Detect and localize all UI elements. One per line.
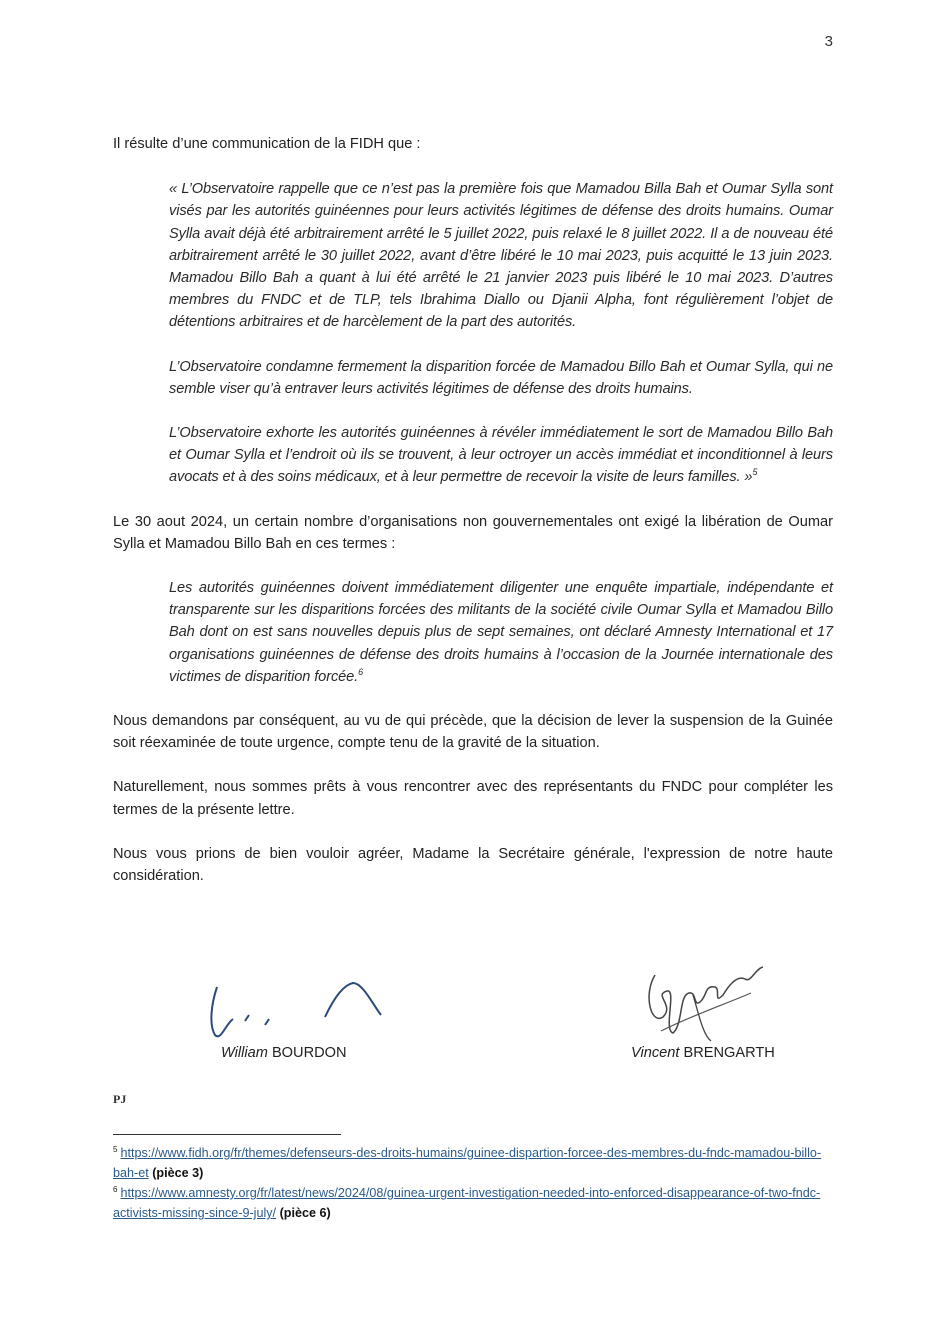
footnote-5-link[interactable]: https://www.fidh.org/fr/themes/defenseurs-des-droits-humains/guinee-dispartion-forcee-des-membres-du-fndc-mamadou-billo-bah-et xyxy=(113,1146,822,1180)
amnesty-quote xyxy=(169,577,833,688)
amnesty-quote-text: Les autorités guinéennes doivent immédiatement diligenter une enquête impartiale, indépendante et transparente sur les disparitions forcées des militants de la société civile Oumar Sylla et Mamadou Billo Bah dont on est sans nouvelles depuis plus de sept semaines, ont déclaré Amnesty International et 17 organisations guinéennes de défense des droits humains à l’occasion de la Journée internationale des victimes de disparition forcée.$^6$ xyxy=(169,580,833,685)
footnote-5: $^5$ https://www.fidh.org/fr/themes/defenseurs-des-droits-humains/guinee-dispartion-forcee-des-membres-du-fndc-mamadou-billo-bah-et (pièce 3) xyxy=(113,1144,822,1180)
fidh-quote xyxy=(169,178,833,488)
footnote-ref-6[interactable]: 6 xyxy=(358,667,364,677)
quote-paragraph-3: L’Observatoire exhorte les autorités guinéennes à révéler immédiatement le sort de Mamadou Billo Bah et Oumar Sylla et l’endroit où ils se trouvent, à leur octroyer un accès immédiat et inconditionnel à leurs avocats et à des soins médicaux, et à leur permettre de recevoir la visite de leurs familles. »$^5$ xyxy=(169,425,833,486)
signatory-brengarth: Vincent BRENGARTH xyxy=(631,1045,775,1061)
letter-body xyxy=(113,133,833,887)
quote-paragraph-1: « L’Observatoire rappelle que ce n’est pas la première fois que Mamadou Billa Bah et Oumar Sylla sont visés par les autorités guinéennes pour leurs activités légitimes de défense des droits humains. Oumar Sylla avait déjà été arbitrairement arrêté le 5 juillet 2022, puis relaxé le 8 juillet 2022. Il a de nouveau été arbitrairement arrêté le 30 juillet 2022, avant d’être libéré le 10 mai 2023, puis acquitté le 13 juin 2023. Mamadou Billo Bah a quant à lui été arrêté le 21 janvier 2023 puis libéré le 10 mai 2023. D’autres membres du FNDC et de TLP, tels Ibrahima Diallo ou Djanii Alpha, font régulièrement l’objet de détentions arbitraires et de harcèlement de la part des autorités. xyxy=(169,181,833,331)
signatory-bourdon: William BOURDON xyxy=(221,1045,347,1061)
intro-paragraph: Il résulte d’une communication de la FIDH que : xyxy=(113,136,421,152)
attachments-label: PJ xyxy=(113,1092,127,1106)
footnote-ref-5[interactable]: 5 xyxy=(752,467,758,478)
footnote-5-piece: (pièce 3) xyxy=(152,1166,204,1180)
quote-paragraph-2: L’Observatoire condamne fermement la disparition forcée de Mamadou Billo Bah et Oumar Sylla, qui ne semble viser qu’à entraver leurs activités légitimes de défense des droits humains. xyxy=(169,358,833,397)
request-paragraph: Nous demandons par conséquent, au vu de qui précède, que la décision de lever la suspension de la Guinée soit réexaminée de toute urgence, compte tenu de la gravité de la situation. xyxy=(113,713,833,752)
ngo-paragraph: Le 30 aout 2024, un certain nombre d’organisations non gouvernementales ont exigé la libération de Oumar Sylla et Mamadou Billo Bah en ces termes : xyxy=(113,513,833,552)
page-number: 3 xyxy=(824,33,833,50)
footnote-divider xyxy=(113,1134,341,1135)
footnotes xyxy=(113,1143,833,1223)
signature-block xyxy=(113,955,833,1075)
footnote-6-link[interactable]: https://www.amnesty.org/fr/latest/news/2024/08/guinea-urgent-investigation-needed-into-enforced-disappearance-of-two-fndc-activists-missing-since-9-july/ xyxy=(113,1186,821,1220)
signature-brengarth-icon xyxy=(633,955,783,1050)
meeting-paragraph: Naturellement, nous sommes prêts à vous rencontrer avec des représentants du FNDC pour compléter les termes de la présente lettre. xyxy=(113,779,833,818)
footnote-6: $^6$ https://www.amnesty.org/fr/latest/news/2024/08/guinea-urgent-investigation-needed-into-enforced-disappearance-of-two-fndc-activists-missing-since-9-july/ (pièce 6) xyxy=(113,1184,821,1220)
footnote-6-piece: (pièce 6) xyxy=(279,1206,331,1220)
signature-bourdon-icon xyxy=(203,975,403,1050)
closing-paragraph: Nous vous prions de bien vouloir agréer, Madame la Secrétaire générale, l'expression de notre haute considération. xyxy=(113,845,833,885)
